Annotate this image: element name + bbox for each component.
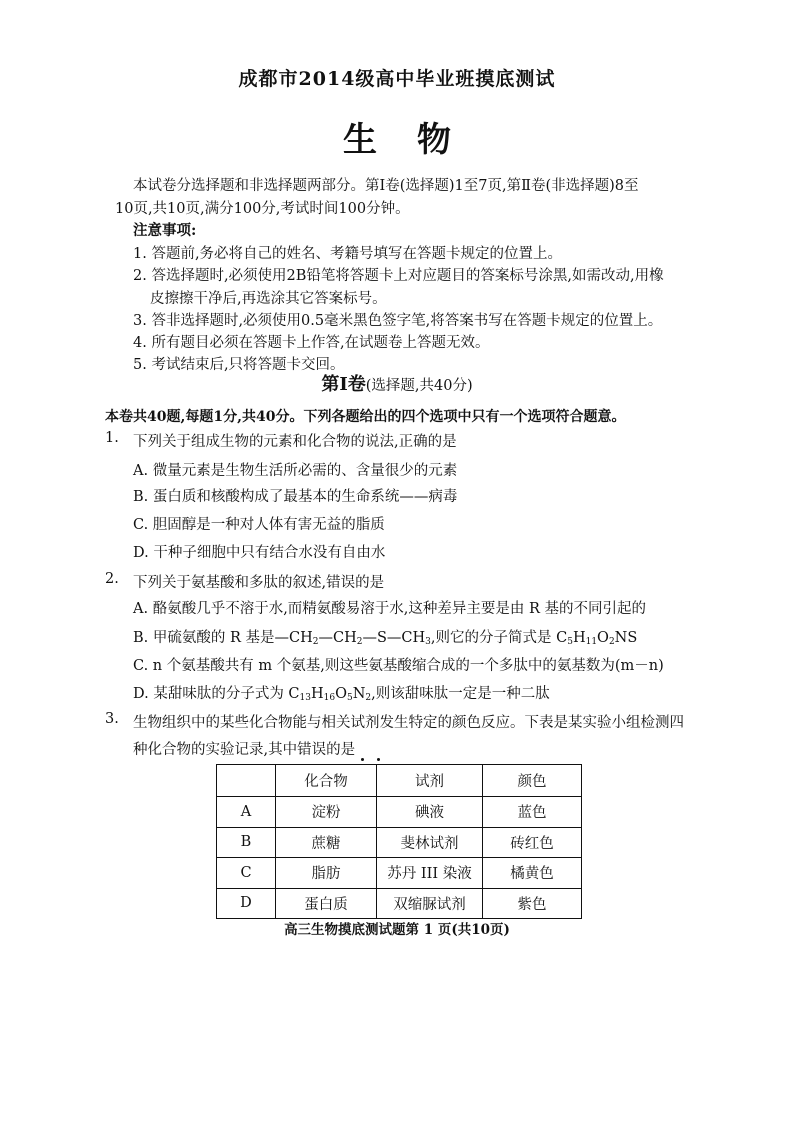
q2-option-c: C. n 个氨基酸共有 m 个氨基,则这些氨基酸缩合成的一个多肽中的氨基数为(m－n) xyxy=(133,658,664,674)
table-cell: 苏丹 III 染液 xyxy=(377,858,483,889)
page-footer: 高三生物摸底测试题第 1 页(共10页) xyxy=(284,922,510,938)
table-cell: 淀粉 xyxy=(276,797,377,828)
q3-stem-line-1: 生物组织中的某些化合物能与相关试剂发生特定的颜色反应。下表是某实验小组检测四 xyxy=(133,715,684,731)
q2-number: 2. xyxy=(105,571,119,587)
intro-line-1: 本试卷分选择题和非选择题两部分。第Ⅰ卷(选择题)1至7页,第Ⅱ卷(非选择题)8至 xyxy=(133,178,639,194)
table-cell: C xyxy=(217,858,276,889)
table-cell: 橘黄色 xyxy=(483,858,582,889)
q2-option-d: D. 某甜味肽的分子式为 $C_{13}H_{16}O_5N_2$,则该甜味肽一定是一种二肽 xyxy=(133,686,550,703)
table-cell: 碘液 xyxy=(377,797,483,828)
note-item-5: 5. 考试结束后,只将答题卡交回。 xyxy=(133,357,345,373)
q1-number: 1. xyxy=(105,430,119,446)
note-item-3: 3. 答非选择题时,必须使用0.5毫米黑色签字笔,将答案书写在答题卡规定的位置上。 xyxy=(133,313,663,329)
table-cell: 蓝色 xyxy=(483,797,582,828)
table-cell xyxy=(217,765,276,797)
note-item-2-cont: 皮擦擦干净后,再选涂其它答案标号。 xyxy=(150,291,387,307)
q1-option-b: B. 蛋白质和核酸构成了最基本的生命系统——病毒 xyxy=(133,489,458,505)
q1-option-a: A. 微量元素是生物生活所必需的、含量很少的元素 xyxy=(133,463,458,479)
exam-title: 成都市2014级高中毕业班摸底测试 xyxy=(238,68,556,90)
section-title: 第Ⅰ卷 xyxy=(321,374,366,395)
table-cell: B xyxy=(217,827,276,858)
q1-stem: 下列关于组成生物的元素和化合物的说法,正确的是 xyxy=(133,434,457,450)
note-item-1: 1. 答题前,务必将自己的姓名、考籍号填写在答题卡规定的位置上。 xyxy=(133,246,563,262)
q3-stem-line-2: 种化合物的实验记录,其中错误的是 xyxy=(133,742,356,758)
table-cell: 蔗糖 xyxy=(276,827,377,858)
q2-option-b: B. 甲硫氨酸的 R 基是$—CH_2—CH_2—S—CH_3$,则它的分子简式是 $C_5H_{11}O_2NS$ xyxy=(133,630,638,647)
table-header-cell: 试剂 xyxy=(377,765,483,797)
table-cell: 紫色 xyxy=(483,888,582,919)
q1-option-c: C. 胆固醇是一种对人体有害无益的脂质 xyxy=(133,517,385,533)
q2-stem: 下列关于氨基酸和多肽的叙述,错误的是 xyxy=(133,575,385,591)
section-instruction: 本卷共40题,每题1分,共40分。下列各题给出的四个选项中只有一个选项符合题意。 xyxy=(105,409,626,425)
q3-number: 3. xyxy=(105,711,119,727)
table-row xyxy=(217,888,582,919)
emphasis-dot xyxy=(361,758,364,761)
table-header-row xyxy=(217,765,582,797)
table-row xyxy=(217,797,582,828)
subject-title: 生物 xyxy=(343,120,491,160)
table-row xyxy=(217,827,582,858)
table-cell: 砖红色 xyxy=(483,827,582,858)
experiment-table xyxy=(216,764,582,919)
q1-option-d: D. 干种子细胞中只有结合水没有自由水 xyxy=(133,545,386,561)
table-row xyxy=(217,858,582,889)
section-heading xyxy=(0,370,794,396)
intro-line-2: 10页,共10页,满分100分,考试时间100分钟。 xyxy=(115,201,410,217)
table-cell: 蛋白质 xyxy=(276,888,377,919)
section-subtitle: (选择题,共40分) xyxy=(365,378,473,394)
table-header-cell: 颜色 xyxy=(483,765,582,797)
note-item-2: 2. 答选择题时,必须使用2B铅笔将答题卡上对应题目的答案标号涂黑,如需改动,用橡 xyxy=(133,268,664,284)
table-cell: D xyxy=(217,888,276,919)
table-cell: 斐林试剂 xyxy=(377,827,483,858)
emphasis-dot xyxy=(377,758,380,761)
table-cell: A xyxy=(217,797,276,828)
notes-title: 注意事项: xyxy=(133,222,197,239)
q2-option-a: A. 酪氨酸几乎不溶于水,而精氨酸易溶于水,这种差异主要是由 R 基的不同引起的 xyxy=(133,601,647,617)
table-cell: 脂肪 xyxy=(276,858,377,889)
table-header-cell: 化合物 xyxy=(276,765,377,797)
note-item-4: 4. 所有题目必须在答题卡上作答,在试题卷上答题无效。 xyxy=(133,335,490,351)
table-cell: 双缩脲试剂 xyxy=(377,888,483,919)
